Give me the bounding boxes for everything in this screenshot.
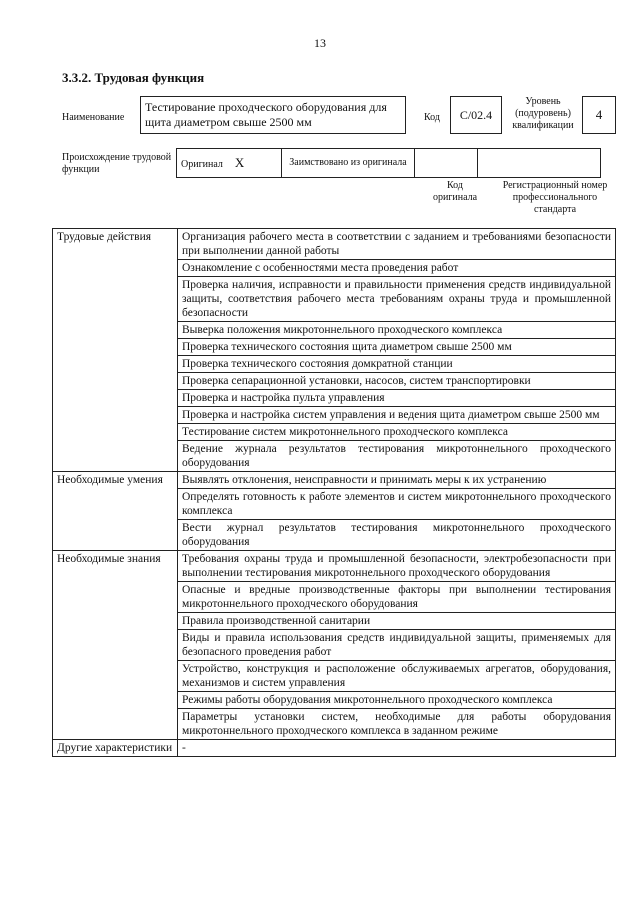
name-label: Наименование (62, 112, 125, 123)
category-label: Необходимые знания (53, 551, 178, 740)
origin-table (176, 148, 601, 178)
level-field: 4 (582, 96, 616, 134)
requirement-item: Выявлять отклонения, неисправности и принимать меры к их устранению (178, 472, 616, 489)
requirement-item: Определять готовность к работе элементов и систем микротоннельного проходческого комплекса (178, 489, 616, 520)
page-number: 13 (314, 36, 326, 50)
requirement-item: Ведение журнала результатов тестирования микротоннельного проходческого оборудования (178, 441, 616, 472)
requirement-item: Выверка положения микротоннельного проходческого комплекса (178, 322, 616, 339)
requirement-item: Проверка и настройка пульта управления (178, 390, 616, 407)
requirement-item: Проверка наличия, исправности и правильности применения средств индивидуальной защиты, соответствия рабочего места требованиям охраны труда и промышленной безопасности (178, 277, 616, 322)
requirement-item: Организация рабочего места в соответствии с заданием и требованиями безопасности при выполнении данной работы (178, 229, 616, 260)
table-row (53, 472, 616, 489)
code-field: C/02.4 (450, 96, 502, 134)
origin-label: Происхождение трудовой функции (62, 152, 172, 175)
section-title: 3.3.2. Трудовая функция (62, 70, 205, 85)
competency-table (52, 228, 616, 757)
requirement-item: Проверка технического состояния щита диаметром свыше 2500 мм (178, 339, 616, 356)
caption-reg-number: Регистрационный номер профессионального стандарта (502, 180, 608, 215)
function-name-field: Тестирование проходческого оборудования для щита диаметром свыше 2500 мм (140, 96, 406, 134)
requirement-item: Правила производственной санитарии (178, 613, 616, 630)
borrowed-cell: Заимствовано из оригинала (282, 149, 415, 178)
reg-number-cell (478, 149, 601, 178)
requirement-item: Опасные и вредные производственные факторы при выполнении тестирования микротоннельного проходческого оборудования (178, 582, 616, 613)
caption-code-original: Код оригинала (432, 180, 478, 203)
original-label: Оригинал (181, 159, 223, 170)
original-mark: X (234, 155, 245, 170)
requirement-item: Вести журнал результатов тестирования микротоннельного проходческого оборудования (178, 520, 616, 551)
requirement-item: Ознакомление с особенностями места проведения работ (178, 260, 616, 277)
category-label: Другие характеристики (53, 740, 178, 757)
table-row (53, 551, 616, 582)
table-row (53, 229, 616, 260)
level-label: Уровень (подуровень) квалификации (512, 96, 574, 131)
requirement-item: Виды и правила использования средств индивидуальной защиты, применяемых для безопасного проведения работ (178, 630, 616, 661)
requirement-item: - (178, 740, 616, 757)
code-original-cell (415, 149, 478, 178)
category-label: Необходимые умения (53, 472, 178, 551)
requirement-item: Тестирование систем микротоннельного проходческого комплекса (178, 424, 616, 441)
category-label: Трудовые действия (53, 229, 178, 472)
table-row (53, 740, 616, 757)
code-label: Код (424, 112, 440, 123)
requirement-item: Требования охраны труда и промышленной безопасности, электробезопасности при выполнении тестирования микротоннельного проходческого оборудования (178, 551, 616, 582)
requirement-item: Проверка сепарационной установки, насосов, систем транспортировки (178, 373, 616, 390)
requirement-item: Параметры установки систем, необходимые для работы оборудования микротоннельного проходческого комплекса в заданном режиме (178, 709, 616, 740)
requirement-item: Проверка и настройка систем управления и ведения щита диаметром свыше 2500 мм (178, 407, 616, 424)
requirement-item: Режимы работы оборудования микротоннельного проходческого комплекса (178, 692, 616, 709)
original-cell (177, 149, 282, 178)
requirement-item: Проверка технического состояния домкратной станции (178, 356, 616, 373)
requirement-item: Устройство, конструкция и расположение обслуживаемых агрегатов, оборудования, механизмов и систем управления (178, 661, 616, 692)
